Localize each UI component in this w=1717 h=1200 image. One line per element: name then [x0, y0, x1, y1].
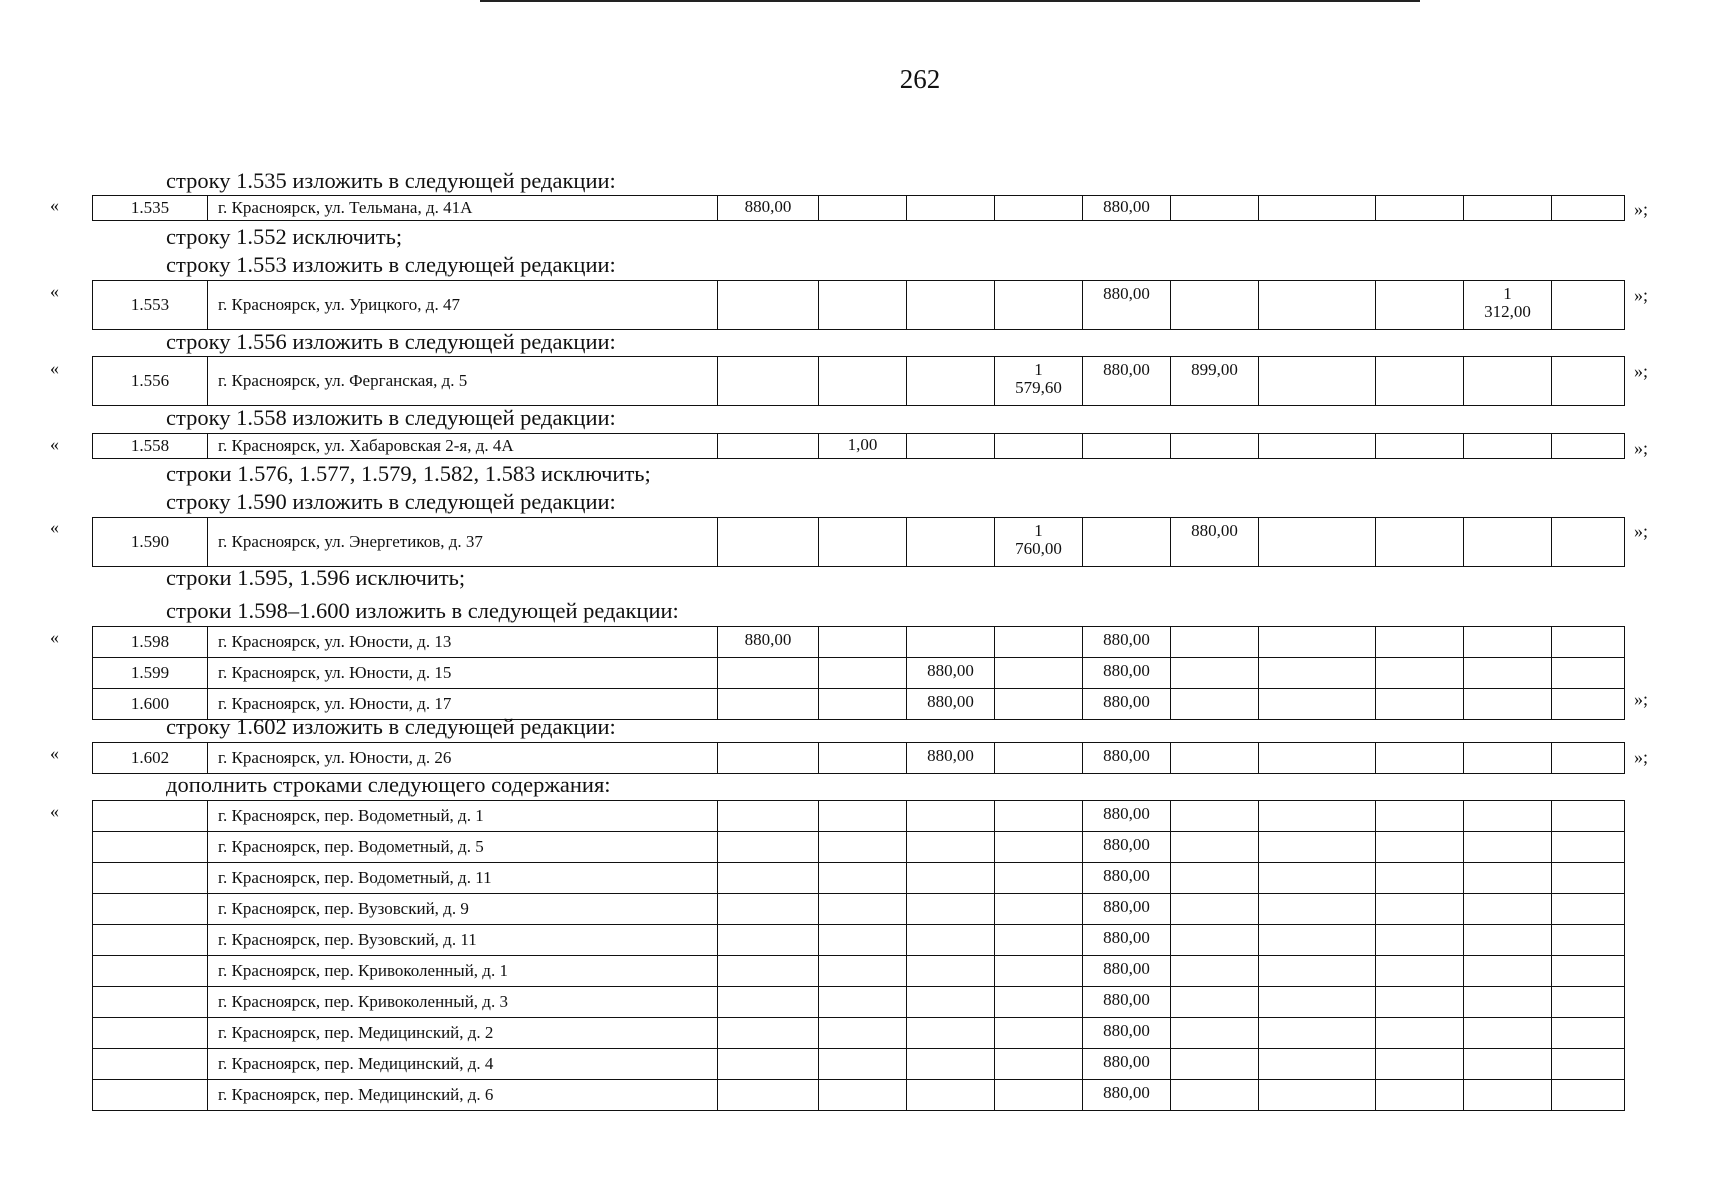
value-cell — [995, 863, 1083, 894]
address-cell: г. Красноярск, пер. Медицинский, д. 4 — [208, 1049, 718, 1080]
table-row — [93, 863, 1625, 894]
value-cell: 880,00 — [1083, 832, 1171, 863]
close-quote: »; — [1634, 285, 1649, 305]
row-number-cell — [93, 956, 208, 987]
address-cell: г. Красноярск, ул. Хабаровская 2-я, д. 4А — [208, 434, 718, 459]
value-cell: 880,00 — [1083, 1018, 1171, 1049]
table-row — [93, 518, 1625, 567]
row-number-cell — [93, 832, 208, 863]
instruction-line: строку 1.556 изложить в следующей редакции: — [166, 329, 616, 354]
value-cell: 880,00 — [1083, 987, 1171, 1018]
value-cell: 880,00 — [1083, 1080, 1171, 1111]
open-quote: « — [50, 743, 59, 763]
value-cell: 880,00 — [1083, 281, 1171, 330]
page-number: 262 — [899, 64, 941, 94]
open-quote: « — [50, 434, 59, 454]
value-cell — [907, 801, 995, 832]
table-row — [93, 987, 1625, 1018]
value-cell — [995, 894, 1083, 925]
value-cell — [819, 357, 907, 406]
value-cell — [718, 832, 819, 863]
address-cell: г. Красноярск, пер. Вузовский, д. 9 — [208, 894, 718, 925]
address-cell: г. Красноярск, пер. Водометный, д. 11 — [208, 863, 718, 894]
value-cell — [995, 627, 1083, 658]
value-cell — [1552, 987, 1625, 1018]
value-cell — [995, 1049, 1083, 1080]
instruction-line: строки 1.595, 1.596 исключить; — [166, 565, 466, 590]
value-cell — [1464, 627, 1552, 658]
value-cell — [718, 1049, 819, 1080]
value-cell — [1083, 434, 1171, 459]
value-cell — [819, 801, 907, 832]
value-cell — [1376, 689, 1464, 720]
value-cell — [1464, 196, 1552, 221]
row-number-cell — [93, 863, 208, 894]
value-cell — [819, 196, 907, 221]
value-cell — [1171, 281, 1259, 330]
instruction-line: строку 1.602 изложить в следующей редакции: — [166, 714, 616, 739]
row-number-cell — [93, 987, 208, 1018]
value-cell — [1552, 1049, 1625, 1080]
value-cell — [1552, 357, 1625, 406]
value-cell — [1464, 518, 1552, 567]
value-cell — [995, 196, 1083, 221]
row-number-cell — [93, 1080, 208, 1111]
value-cell — [819, 925, 907, 956]
instruction-line: дополнить строками следующего содержания: — [166, 772, 611, 797]
instruction-line: строку 1.552 исключить; — [166, 224, 403, 249]
value-cell: 880,00 — [1083, 627, 1171, 658]
value-cell — [1171, 987, 1259, 1018]
value-cell — [1376, 518, 1464, 567]
open-quote: « — [50, 281, 59, 301]
value-cell — [1376, 832, 1464, 863]
value-cell: 880,00 — [907, 743, 995, 774]
value-cell — [995, 658, 1083, 689]
value-cell: 880,00 — [1083, 689, 1171, 720]
value-cell — [1083, 518, 1171, 567]
table-row — [93, 1018, 1625, 1049]
value-cell: 1 312,00 — [1464, 281, 1552, 330]
value-cell — [1171, 956, 1259, 987]
value-cell — [819, 1049, 907, 1080]
table-rows-1598-1600 — [92, 626, 1625, 720]
value-cell — [1552, 658, 1625, 689]
table-row-1556 — [92, 356, 1625, 406]
value-cell — [1259, 627, 1376, 658]
address-cell: г. Красноярск, ул. Юности, д. 17 — [208, 689, 718, 720]
value-cell — [1376, 894, 1464, 925]
address-cell: г. Красноярск, ул. Урицкого, д. 47 — [208, 281, 718, 330]
value-cell — [907, 863, 995, 894]
value-cell — [1464, 743, 1552, 774]
value-cell — [995, 801, 1083, 832]
value-cell — [1552, 894, 1625, 925]
value-cell — [1171, 832, 1259, 863]
value-cell — [718, 894, 819, 925]
value-cell: 880,00 — [1083, 894, 1171, 925]
value-cell — [1552, 434, 1625, 459]
value-cell — [1552, 281, 1625, 330]
open-quote: « — [50, 801, 59, 821]
value-cell — [907, 196, 995, 221]
table-row — [93, 434, 1625, 459]
value-cell — [1464, 987, 1552, 1018]
value-cell — [907, 357, 995, 406]
row-number-cell — [93, 1049, 208, 1080]
value-cell — [907, 1049, 995, 1080]
row-number-cell: 1.599 — [93, 658, 208, 689]
value-cell: 880,00 — [1171, 518, 1259, 567]
value-cell — [1552, 627, 1625, 658]
value-cell — [718, 357, 819, 406]
instruction-line: строку 1.535 изложить в следующей редакции: — [166, 168, 616, 193]
value-cell — [819, 1018, 907, 1049]
value-cell — [907, 281, 995, 330]
value-cell: 1 579,60 — [995, 357, 1083, 406]
close-quote: »; — [1634, 689, 1649, 709]
table-row — [93, 689, 1625, 720]
value-cell — [907, 1018, 995, 1049]
value-cell — [1552, 832, 1625, 863]
value-cell: 880,00 — [1083, 658, 1171, 689]
instruction-line: строки 1.576, 1.577, 1.579, 1.582, 1.583 исключить; — [166, 461, 651, 486]
value-cell — [995, 434, 1083, 459]
value-cell — [1259, 894, 1376, 925]
row-number-cell — [93, 1018, 208, 1049]
value-cell — [1376, 925, 1464, 956]
table-row — [93, 832, 1625, 863]
value-cell — [718, 434, 819, 459]
value-cell — [1259, 1018, 1376, 1049]
table-row-1553 — [92, 280, 1625, 330]
value-cell — [1464, 956, 1552, 987]
table-row — [93, 1049, 1625, 1080]
value-cell — [718, 281, 819, 330]
table-row — [93, 894, 1625, 925]
table-row-1558 — [92, 433, 1625, 459]
value-cell — [995, 987, 1083, 1018]
address-cell: г. Красноярск, пер. Водометный, д. 5 — [208, 832, 718, 863]
value-cell — [995, 956, 1083, 987]
value-cell — [1376, 1049, 1464, 1080]
table-added-rows — [92, 800, 1625, 1111]
row-number-cell: 1.602 — [93, 743, 208, 774]
value-cell — [1171, 863, 1259, 894]
value-cell — [819, 627, 907, 658]
row-number-cell — [93, 801, 208, 832]
address-cell: г. Красноярск, ул. Энергетиков, д. 37 — [208, 518, 718, 567]
value-cell — [819, 518, 907, 567]
value-cell — [1464, 1080, 1552, 1111]
value-cell — [1171, 743, 1259, 774]
instruction-line: строку 1.553 изложить в следующей редакции: — [166, 252, 616, 277]
value-cell — [1259, 357, 1376, 406]
value-cell — [907, 987, 995, 1018]
value-cell — [1552, 801, 1625, 832]
value-cell — [718, 956, 819, 987]
value-cell: 880,00 — [718, 196, 819, 221]
address-cell: г. Красноярск, ул. Ферганская, д. 5 — [208, 357, 718, 406]
value-cell — [1259, 196, 1376, 221]
open-quote: « — [50, 358, 59, 378]
table-row — [93, 743, 1625, 774]
value-cell — [995, 832, 1083, 863]
table-row — [93, 658, 1625, 689]
value-cell — [819, 689, 907, 720]
value-cell — [907, 627, 995, 658]
value-cell — [1171, 689, 1259, 720]
value-cell: 899,00 — [1171, 357, 1259, 406]
close-quote: »; — [1634, 747, 1649, 767]
row-number-cell: 1.600 — [93, 689, 208, 720]
value-cell — [1464, 357, 1552, 406]
value-cell — [1464, 925, 1552, 956]
address-cell: г. Красноярск, пер. Кривоколенный, д. 1 — [208, 956, 718, 987]
table-row — [93, 925, 1625, 956]
value-cell — [1259, 925, 1376, 956]
value-cell — [718, 987, 819, 1018]
value-cell — [1171, 925, 1259, 956]
value-cell — [1171, 196, 1259, 221]
table-row — [93, 801, 1625, 832]
value-cell — [1552, 689, 1625, 720]
address-cell: г. Красноярск, пер. Кривоколенный, д. 3 — [208, 987, 718, 1018]
instruction-line: строку 1.590 изложить в следующей редакции: — [166, 489, 616, 514]
value-cell — [1376, 1018, 1464, 1049]
value-cell — [1464, 1018, 1552, 1049]
value-cell — [1259, 863, 1376, 894]
value-cell — [907, 925, 995, 956]
value-cell: 1 760,00 — [995, 518, 1083, 567]
value-cell — [1376, 743, 1464, 774]
value-cell: 880,00 — [1083, 956, 1171, 987]
close-quote: »; — [1634, 438, 1649, 458]
value-cell — [1376, 196, 1464, 221]
value-cell — [718, 801, 819, 832]
value-cell — [1259, 1080, 1376, 1111]
close-quote: »; — [1634, 199, 1649, 219]
address-cell: г. Красноярск, ул. Юности, д. 26 — [208, 743, 718, 774]
value-cell — [1259, 434, 1376, 459]
value-cell — [1259, 832, 1376, 863]
open-quote: « — [50, 195, 59, 215]
value-cell — [1464, 832, 1552, 863]
value-cell — [1259, 987, 1376, 1018]
open-quote: « — [50, 517, 59, 537]
value-cell — [1259, 1049, 1376, 1080]
value-cell — [1464, 689, 1552, 720]
value-cell — [1259, 956, 1376, 987]
value-cell — [907, 1080, 995, 1111]
value-cell — [1376, 357, 1464, 406]
address-cell: г. Красноярск, пер. Медицинский, д. 6 — [208, 1080, 718, 1111]
value-cell — [819, 956, 907, 987]
table-row — [93, 196, 1625, 221]
value-cell — [1552, 518, 1625, 567]
value-cell: 880,00 — [1083, 1049, 1171, 1080]
address-cell: г. Красноярск, пер. Водометный, д. 1 — [208, 801, 718, 832]
value-cell — [718, 689, 819, 720]
row-number-cell: 1.598 — [93, 627, 208, 658]
top-rule — [480, 0, 1420, 2]
value-cell — [995, 281, 1083, 330]
value-cell — [1171, 1018, 1259, 1049]
table-row — [93, 357, 1625, 406]
address-cell: г. Красноярск, ул. Юности, д. 13 — [208, 627, 718, 658]
open-quote: « — [50, 627, 59, 647]
value-cell — [1376, 956, 1464, 987]
value-cell — [819, 987, 907, 1018]
value-cell: 880,00 — [907, 658, 995, 689]
value-cell — [1376, 863, 1464, 894]
value-cell — [1552, 1080, 1625, 1111]
value-cell — [819, 1080, 907, 1111]
value-cell — [1171, 1080, 1259, 1111]
value-cell — [1259, 281, 1376, 330]
value-cell — [1552, 1018, 1625, 1049]
value-cell — [907, 832, 995, 863]
value-cell: 880,00 — [1083, 743, 1171, 774]
value-cell: 880,00 — [1083, 925, 1171, 956]
value-cell: 880,00 — [1083, 863, 1171, 894]
value-cell: 1,00 — [819, 434, 907, 459]
value-cell: 880,00 — [718, 627, 819, 658]
table-row — [93, 1080, 1625, 1111]
value-cell: 880,00 — [907, 689, 995, 720]
value-cell — [907, 518, 995, 567]
value-cell — [819, 894, 907, 925]
address-cell: г. Красноярск, ул. Юности, д. 15 — [208, 658, 718, 689]
value-cell — [1171, 894, 1259, 925]
row-number-cell: 1.556 — [93, 357, 208, 406]
value-cell: 880,00 — [1083, 801, 1171, 832]
close-quote: »; — [1634, 361, 1649, 381]
value-cell — [1171, 1049, 1259, 1080]
row-number-cell: 1.590 — [93, 518, 208, 567]
value-cell — [907, 956, 995, 987]
value-cell — [1464, 658, 1552, 689]
row-number-cell — [93, 925, 208, 956]
value-cell — [718, 1018, 819, 1049]
value-cell — [1376, 987, 1464, 1018]
value-cell — [1464, 894, 1552, 925]
value-cell — [819, 658, 907, 689]
value-cell — [1552, 956, 1625, 987]
row-number-cell: 1.553 — [93, 281, 208, 330]
value-cell — [1376, 434, 1464, 459]
value-cell — [718, 743, 819, 774]
value-cell — [718, 863, 819, 894]
value-cell — [995, 743, 1083, 774]
table-row — [93, 627, 1625, 658]
row-number-cell: 1.535 — [93, 196, 208, 221]
value-cell — [1376, 658, 1464, 689]
value-cell — [1552, 196, 1625, 221]
value-cell — [907, 894, 995, 925]
value-cell — [1376, 801, 1464, 832]
table-row-1590 — [92, 517, 1625, 567]
value-cell — [1376, 281, 1464, 330]
value-cell — [995, 689, 1083, 720]
value-cell — [718, 925, 819, 956]
value-cell: 880,00 — [1083, 357, 1171, 406]
value-cell — [1376, 1080, 1464, 1111]
value-cell — [1376, 627, 1464, 658]
instruction-line: строки 1.598–1.600 изложить в следующей редакции: — [166, 598, 679, 623]
value-cell — [819, 832, 907, 863]
value-cell — [1552, 743, 1625, 774]
value-cell — [1171, 627, 1259, 658]
value-cell: 880,00 — [1083, 196, 1171, 221]
row-number-cell — [93, 894, 208, 925]
value-cell — [995, 925, 1083, 956]
value-cell — [1259, 658, 1376, 689]
value-cell — [819, 743, 907, 774]
address-cell: г. Красноярск, пер. Вузовский, д. 11 — [208, 925, 718, 956]
value-cell — [718, 658, 819, 689]
value-cell — [1171, 434, 1259, 459]
address-cell: г. Красноярск, пер. Медицинский, д. 2 — [208, 1018, 718, 1049]
value-cell — [995, 1018, 1083, 1049]
value-cell — [1259, 801, 1376, 832]
value-cell — [1171, 801, 1259, 832]
value-cell — [1464, 1049, 1552, 1080]
table-row — [93, 281, 1625, 330]
value-cell — [1259, 518, 1376, 567]
value-cell — [1464, 863, 1552, 894]
value-cell — [1259, 689, 1376, 720]
value-cell — [1552, 863, 1625, 894]
instruction-line: строку 1.558 изложить в следующей редакции: — [166, 405, 616, 430]
value-cell — [718, 518, 819, 567]
value-cell — [819, 281, 907, 330]
value-cell — [1171, 658, 1259, 689]
table-row-1535 — [92, 195, 1625, 221]
table-row-1602 — [92, 742, 1625, 774]
value-cell — [1259, 743, 1376, 774]
value-cell — [1464, 801, 1552, 832]
value-cell — [995, 1080, 1083, 1111]
value-cell — [1552, 925, 1625, 956]
row-number-cell: 1.558 — [93, 434, 208, 459]
table-row — [93, 956, 1625, 987]
value-cell — [819, 863, 907, 894]
close-quote: »; — [1634, 521, 1649, 541]
value-cell — [718, 1080, 819, 1111]
address-cell: г. Красноярск, ул. Тельмана, д. 41А — [208, 196, 718, 221]
value-cell — [1464, 434, 1552, 459]
value-cell — [907, 434, 995, 459]
